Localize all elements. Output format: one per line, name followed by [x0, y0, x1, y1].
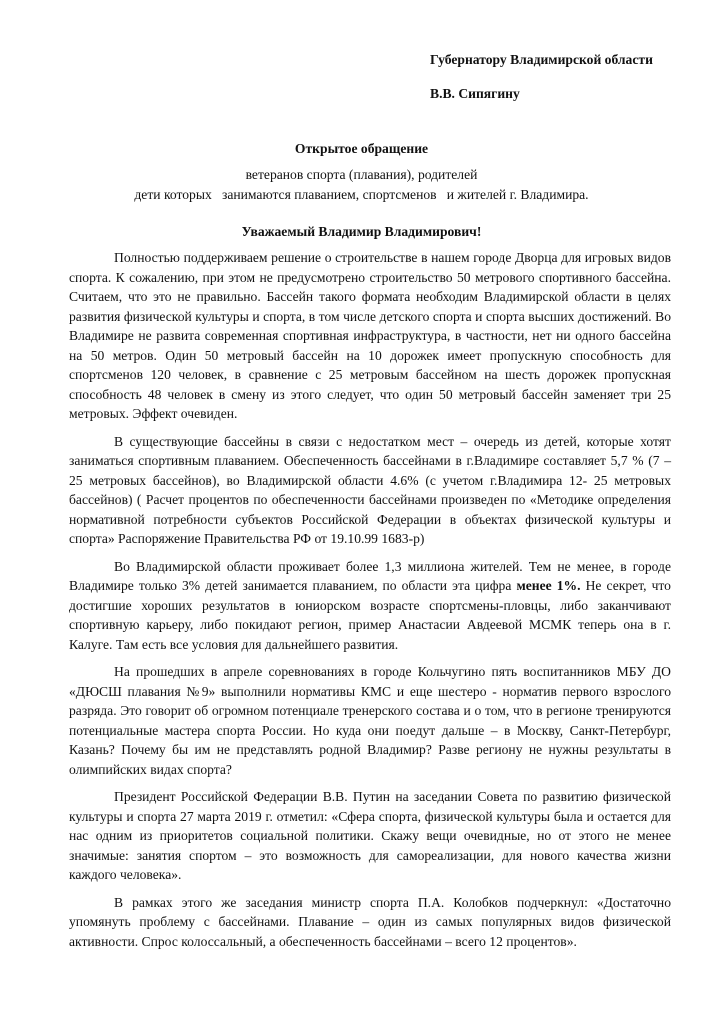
- subtitle-line-2: дети которых занимаются плаванием, спортсменов и жителей г. Владимира.: [134, 187, 589, 202]
- paragraph-5: Президент Российской Федерации В.В. Путин на заседании Совета по развитию физической культуры и спорта 27 марта 2019 г. отметил: «Сфера спорта, физической культуры была и остается для нас одним из приоритетов социальной политики. Скажу вещи очевидные, но от этого не менее значимые: занятия спортом – это возможность для самореализации, для нового качества жизни каждого человека».: [69, 789, 671, 882]
- document-subtitle: [0, 165, 723, 205]
- letter-body: [69, 248, 671, 959]
- paragraph-1: Полностью поддерживаем решение о строительстве в нашем городе Дворца для игровых видов спорта. К сожалению, при этом не предусмотрено строительство 50 метрового спортивного бассейна. Считаем, что это не правильно. Бассейн такого формата необходим Владимирской области в целях развития физической культуры и спорта, в том числе детского спорта и спорта высших достижений. Во Владимире не развита современная спортивная инфраструктура, в частности, нет ни одного бассейна на 50 метров. Один 50 метровый бассейн на 10 дорожек имеет пропускную способность для спортсменов 120 человек, в сравнение с 25 метровым бассейном на шесть дорожек пропускная способность 48 человек в смену из этого следует, что один 50 метровый бассейн заменяет три 25 метровых. Эффект очевиден.: [69, 250, 671, 421]
- paragraph-3: [69, 557, 671, 655]
- paragraph-2: В существующие бассейны в связи с недостатком мест – очередь из детей, которые хотят заниматься спортивным плаванием. Обеспеченность бассейнами в г.Владимире составляет 5,7 % (7 – 25 метровых бассейнов), во Владимирской области 4.6% (с учетом г.Владимира 12- 25 метровых бассейнов) ( Расчет процентов по обеспеченности бассейнами произведен по «Методике определения нормативной потребности субъектов Российской Федерации в объектах физической культуры и спорта» Распоряжение Правительства РФ от 19.10.99 1683-р): [69, 433, 671, 546]
- addressee-name: В.В. Сипягину: [430, 86, 520, 101]
- addressee-title: Губернатору Владимирской области: [430, 52, 653, 67]
- subtitle-line-1: ветеранов спорта (плавания), родителей: [245, 167, 478, 182]
- paragraph-3-text: Во Владимирской области проживает более 1,3 миллиона жителей. Тем не менее, в городе Владимире только 3% детей занимается плаванием, по области эта цифра: [69, 558, 671, 593]
- paragraph-6: В рамках этого же заседания министр спорта П.А. Колобков подчеркнул: «Достаточно упомянуть проблему с бассейнами. Плавание – один из самых популярных видов физической активности. Спрос колоссальный, а обеспеченность бассейнами – всего 12 процентов».: [69, 894, 671, 949]
- greeting: Уважаемый Владимир Владимирович!: [241, 224, 482, 239]
- paragraph-3-emphasis: менее 1%.: [516, 578, 581, 593]
- paragraph-3-text-end: Не секрет, что достигшие хороших результатов в юниорском возрасте спортсмены-пловцы, либо заканчивают спортивную карьеру, либо покидают регион, пример Анастасии Авдеевой МСМК теперь она в г. Калуге. Там есть все условия для дальнейшего развития.: [69, 578, 671, 652]
- paragraph-4: На прошедших в апреле соревнованиях в городе Кольчугино пять воспитанников МБУ ДО «ДЮСШ плавания №9» выполнили нормативы КМС и еще шестеро - норматив первого взрослого разряда. Это говорит об огромном потенциале тренерского состава и о том, что в регионе тренируются потенциальные мастера спорта России. Но куда они поедут дальше – в Москву, Санкт-Петербург, Казань? Почему бы им не представлять родной Владимир? Разве региону не нужны результаты в олимпийских видах спорта?: [69, 664, 671, 777]
- document-title: Открытое обращение: [294, 141, 429, 156]
